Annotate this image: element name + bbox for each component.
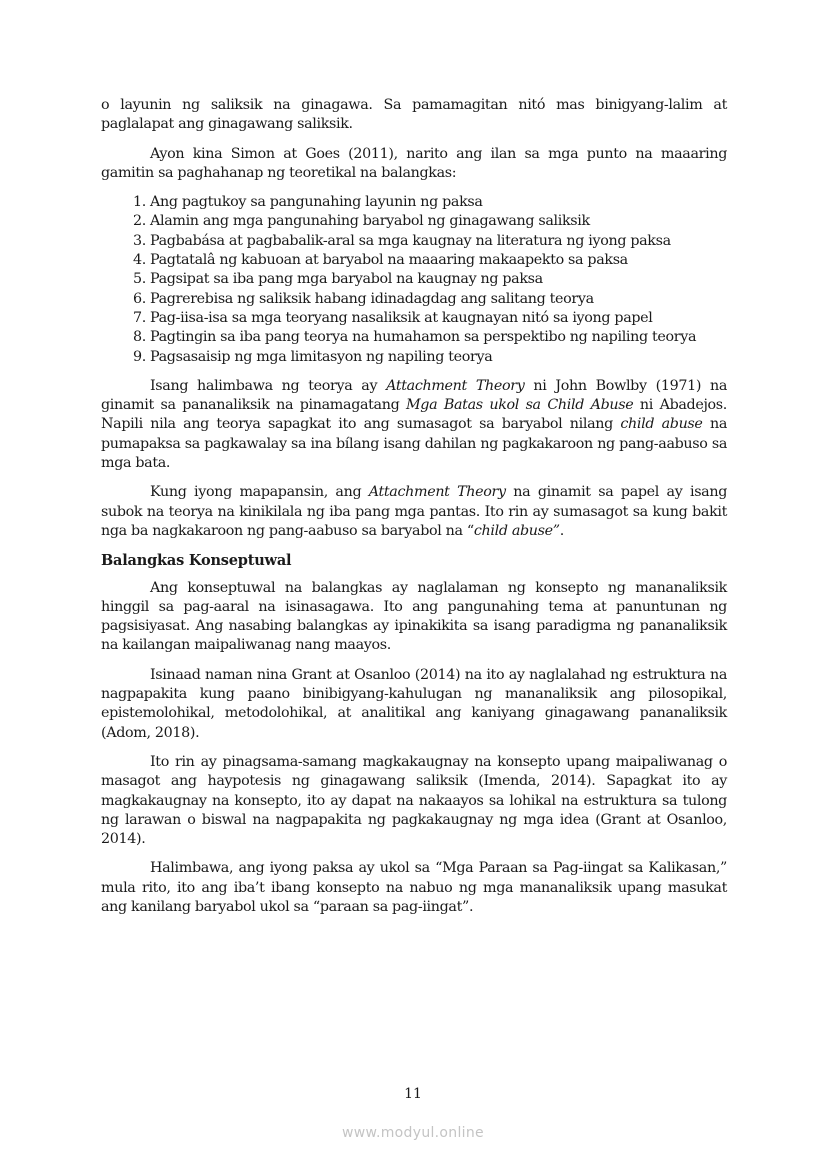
- paragraph-attachment-theory-example: Isang halimbawa ng teorya ay Attachment Theory ni John Bowlby (1971) na ginamit sa pananaliksik na pinamagatang Mga Batas ukol sa Child Abuse ni Abadejos. Napili nila ang teorya sapagkat ito ang sumasagot sa baryabol nilang child abuse na pumapaksa sa pagkawalay sa ina bílang isang dahilan ng pagkakaroon ng pang-aabuso sa mga bata.: [101, 377, 728, 472]
- section-heading: Balangkas Konseptuwal: [101, 552, 292, 570]
- list-item: 4. Pagtatalâ ng kabuoan at baryabol na maaaring makaapekto sa paksa: [133, 252, 628, 269]
- list-item: 3. Pagbabása at pagbabalik-aral sa mga kaugnay na literatura ng iyong paksa: [133, 232, 671, 249]
- paragraph-example-topic: Halimbawa, ang iyong paksa ay ukol sa “Mga Paraan sa Pag-iingat sa Kalikasan,” mula rito, ito ang iba’t ibang konsepto na nabuo ng mga mananaliksik upang masukat ang kanilang baryabol ukol sa “paraan sa pag-iingat”.: [101, 860, 727, 915]
- theoretical-framework-steps-list: [101, 193, 727, 367]
- paragraph-grant-osanloo: Isinaad naman nina Grant at Osanloo (2014) na ito ay naglalahad ng estruktura na nagpapakita kung paano binibigyang-kahulugan ng mananaliksik ang pilosopikal, epistemolohikal, metodolohikal, at analitikal ang kaniyang ginagawang pananaliksik (Adom, 2018).: [101, 666, 727, 741]
- paragraph-attachment-theory-note: Kung iyong mapapansin, ang Attachment Theory na ginamit sa papel ay isang subok na teorya na kinikilala ng iba pang mga pantas. Ito rin ay sumasagot sa kung bakit nga ba nagkakaroon ng pang-aabuso sa baryabol na “child abuse”.: [101, 484, 728, 539]
- paragraph-related-concepts: Ito rin ay pinagsama-samang magkakaugnay na konsepto upang maipaliwanag o masagot ang haypotesis ng ginagawang saliksik (Imenda, 2014). Sapagkat ito ay magkakaugnay na konsepto, ito ay dapat na nakaayos sa lohikal na estruktura sa tulong ng larawan o biswal na nagpapakita ng pagkakaugnay ng mga idea (Grant at Osanloo, 2014).: [101, 753, 727, 848]
- list-item: 6. Pagrerebisa ng saliksik habang idinadagdag ang salitang teorya: [133, 290, 594, 307]
- list-item: 2. Alamin ang mga pangunahing baryabol ng ginagawang saliksik: [133, 213, 590, 230]
- list-item: 5. Pagsipat sa iba pang mga baryabol na kaugnay ng paksa: [133, 271, 543, 288]
- paragraph-simon-goes-intro: Ayon kina Simon at Goes (2011), narito ang ilan sa mga punto na maaaring gamitin sa paghahanap ng teoretikal na balangkas:: [101, 145, 727, 181]
- list-item: 9. Pagsasaisip ng mga limitasyon ng napiling teorya: [133, 348, 493, 365]
- page-number: 11: [404, 1086, 422, 1102]
- paragraph-conceptual-definition: Ang konseptuwal na balangkas ay naglalaman ng konsepto ng mananaliksik hinggil sa pag-aaral na isinasagawa. Ito ang pangunahing tema at panuntunan ng pagsisiyasat. Ang nasabing balangkas ay ipinakikita sa isang paradigma ng pananaliksik na kailangan maipaliwanag nang maayos.: [101, 579, 727, 654]
- paragraph-continuation: o layunin ng saliksik na ginagawa. Sa pamamagitan nitó mas binigyang-lalim at paglalapat ang ginagawang saliksik.: [101, 97, 727, 133]
- list-item: 8. Pagtingin sa iba pang teorya na humahamon sa perspektibo ng napiling teorya: [133, 329, 697, 346]
- document-page: [101, 96, 727, 927]
- list-item: 1. Ang pagtukoy sa pangunahing layunin ng paksa: [133, 194, 483, 211]
- watermark: www.modyul.online: [342, 1125, 484, 1141]
- list-item: 7. Pag-iisa-isa sa mga teoryang nasaliksik at kaugnayan nitó sa iyong papel: [133, 309, 653, 326]
